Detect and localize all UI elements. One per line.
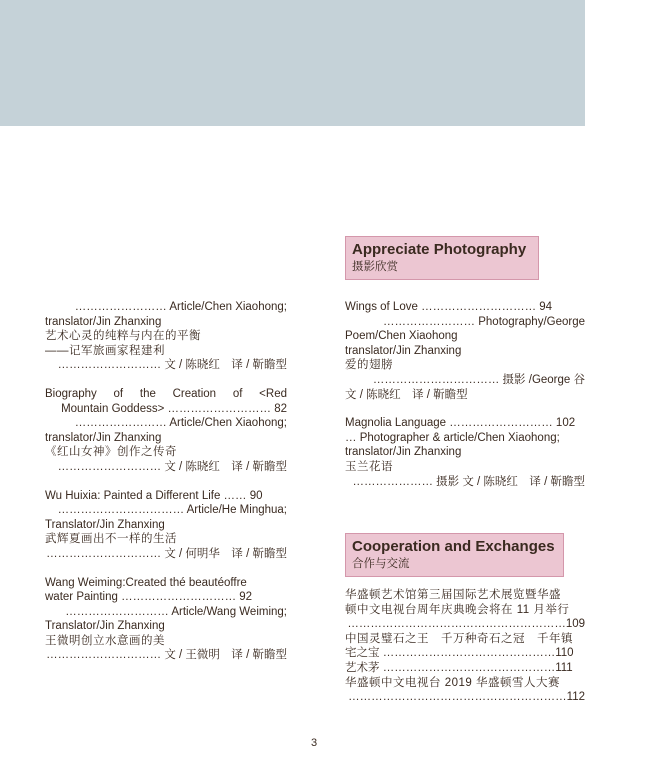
toc-translator: translator/Jin Zhanxing xyxy=(345,446,462,459)
toc-title-zh: 《红山女神》创作之传奇 xyxy=(45,446,177,459)
toc-line: 华盛顿艺术馆第三届国际艺术展览暨华盛 xyxy=(345,589,561,601)
toc-translator: translator/Jin Zhanxing xyxy=(45,431,162,444)
toc-title-en: Wang Weiming:Created thé beautéoffre xyxy=(45,576,247,589)
toc-title-zh: 玉兰花语 xyxy=(345,460,393,473)
toc-title-zh: 爱的翅膀 xyxy=(345,359,393,372)
section-header-photography xyxy=(345,236,539,280)
toc-byline-zh: 文 / 陈晓红 译 / 靳瞻型 xyxy=(345,388,468,401)
toc-byline-zh: ……………………… 文 / 陈晓红 译 / 靳瞻型 xyxy=(57,359,287,372)
toc-title-zh: 艺术心灵的纯粹与内在的平衡 xyxy=(45,330,201,343)
page-number: 3 xyxy=(311,737,318,749)
toc-entry xyxy=(345,416,585,489)
toc-entry xyxy=(45,300,287,373)
cooperation-toc-list xyxy=(345,588,585,705)
toc-page-line: …………………………………………………109 xyxy=(347,618,585,631)
toc-title-en-page: Wings of Love ………………………… 94 xyxy=(345,301,553,313)
toc-entry xyxy=(45,489,287,562)
toc-line: 艺术茅 ………………………………………111 xyxy=(345,661,573,674)
toc-byline-zh: …………………………… 摄影 /George 谷 xyxy=(372,373,585,386)
toc-title-en-page: Magnolia Language ……………………… 102 xyxy=(345,417,576,430)
section-title-zh: 摄影欣赏 xyxy=(352,261,398,273)
toc-title-zh: 武辉夏画出不一样的生活 xyxy=(45,533,177,546)
toc-byline-zh: ………………………… 文 / 何明华 译 / 靳瞻型 xyxy=(46,547,287,560)
toc-line: 华盛顿中文电视台 2019 华盛顿雪人大赛 xyxy=(345,676,560,689)
section-title-zh: 合作与交流 xyxy=(352,558,410,570)
toc-title-en-page: Wu Huixia: Painted a Different Life …… 90 xyxy=(45,489,263,502)
toc-byline: …………………… Article/Chen Xiaohong; xyxy=(74,417,287,430)
toc-byline-zh: ………………… 摄影 文 / 陈晓红 译 / 靳瞻型 xyxy=(352,475,585,488)
toc-byline: Poem/Chen Xiaohong xyxy=(345,330,458,343)
toc-translator: translator/Jin Zhanxing xyxy=(345,344,462,357)
toc-translator: Translator/Jin Zhanxing xyxy=(45,518,165,531)
left-toc-column xyxy=(45,300,287,677)
toc-title-en-page: water Painting ………………………… 92 xyxy=(45,591,253,604)
toc-byline: ……………………… Article/Wang Weiming; xyxy=(65,605,287,618)
toc-line: 中国灵璧石之王 千万种奇石之冠 千年镇 xyxy=(345,632,573,645)
section-title-en: Appreciate Photography xyxy=(352,241,527,258)
toc-title-en-page: Mountain Goddess> ……………………… 82 xyxy=(61,402,287,415)
header-color-band xyxy=(0,0,585,126)
toc-page-line: …………………………………………………112 xyxy=(348,691,585,704)
toc-byline: … Photographer & article/Chen Xiaohong; xyxy=(345,431,560,444)
toc-line: 顿中文电视台周年庆典晚会将在 11 月举行 xyxy=(345,603,570,616)
section-title-en: Cooperation and Exchanges xyxy=(352,538,555,555)
toc-byline: …………………………… Article/He Minghua; xyxy=(57,504,287,517)
toc-title-en: Biography of the Creation of <Red xyxy=(45,387,287,400)
toc-entry xyxy=(345,300,585,402)
toc-translator: Translator/Jin Zhanxing xyxy=(45,620,165,633)
toc-byline: …………………… Article/Chen Xiaohong; xyxy=(74,301,287,313)
right-toc-column xyxy=(345,300,585,503)
toc-byline-zh: ………………………… 文 / 王微明 译 / 靳瞻型 xyxy=(46,649,287,662)
toc-subtitle-zh: ——记军旅画家程建利 xyxy=(45,344,165,357)
toc-title-zh: 王微明创立水意画的美 xyxy=(45,634,165,647)
toc-entry xyxy=(45,576,287,664)
toc-translator: translator/Jin Zhanxing xyxy=(45,315,162,328)
toc-byline: …………………… Photography/George xyxy=(383,315,585,328)
toc-line: 宅之宝 ………………………………………110 xyxy=(345,647,574,660)
toc-entry xyxy=(45,387,287,475)
toc-byline-zh: ……………………… 文 / 陈晓红 译 / 靳瞻型 xyxy=(57,460,287,473)
section-header-cooperation xyxy=(345,533,564,577)
